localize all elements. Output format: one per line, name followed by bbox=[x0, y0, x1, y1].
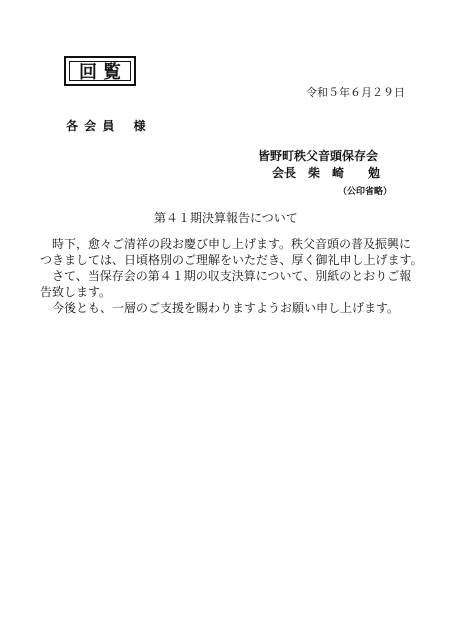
seal-omitted-note: （公印省略） bbox=[338, 187, 393, 197]
circulation-stamp bbox=[64, 56, 136, 86]
document-body bbox=[40, 236, 424, 316]
body-line: さて、当保存会の第４１期の収支決算について、別紙のとおりご報 bbox=[40, 269, 412, 283]
body-line: 時下，愈々ご清祥の段お慶び申し上げます。秩父音頭の普及振興に bbox=[40, 237, 412, 251]
body-line: 今後とも、一層のご支援を賜わりますようお願い申し上げます。 bbox=[40, 301, 400, 315]
document-date: 令和５年６月２９日 bbox=[306, 86, 405, 99]
addressee: 各 会 員 様 bbox=[66, 119, 147, 133]
body-line: つきましては、日頃格別のご理解をいただき、厚く御礼申し上げます。 bbox=[40, 253, 423, 267]
body-line: 告致します。 bbox=[40, 285, 112, 299]
sender-organization: 皆野町秩父音頭保存会 bbox=[258, 149, 379, 163]
document-subject: 第４１期決算報告について bbox=[154, 211, 298, 225]
stamp-label: 回覧 bbox=[69, 61, 131, 81]
sender-name: 会長 柴 崎 勉 bbox=[272, 166, 381, 180]
